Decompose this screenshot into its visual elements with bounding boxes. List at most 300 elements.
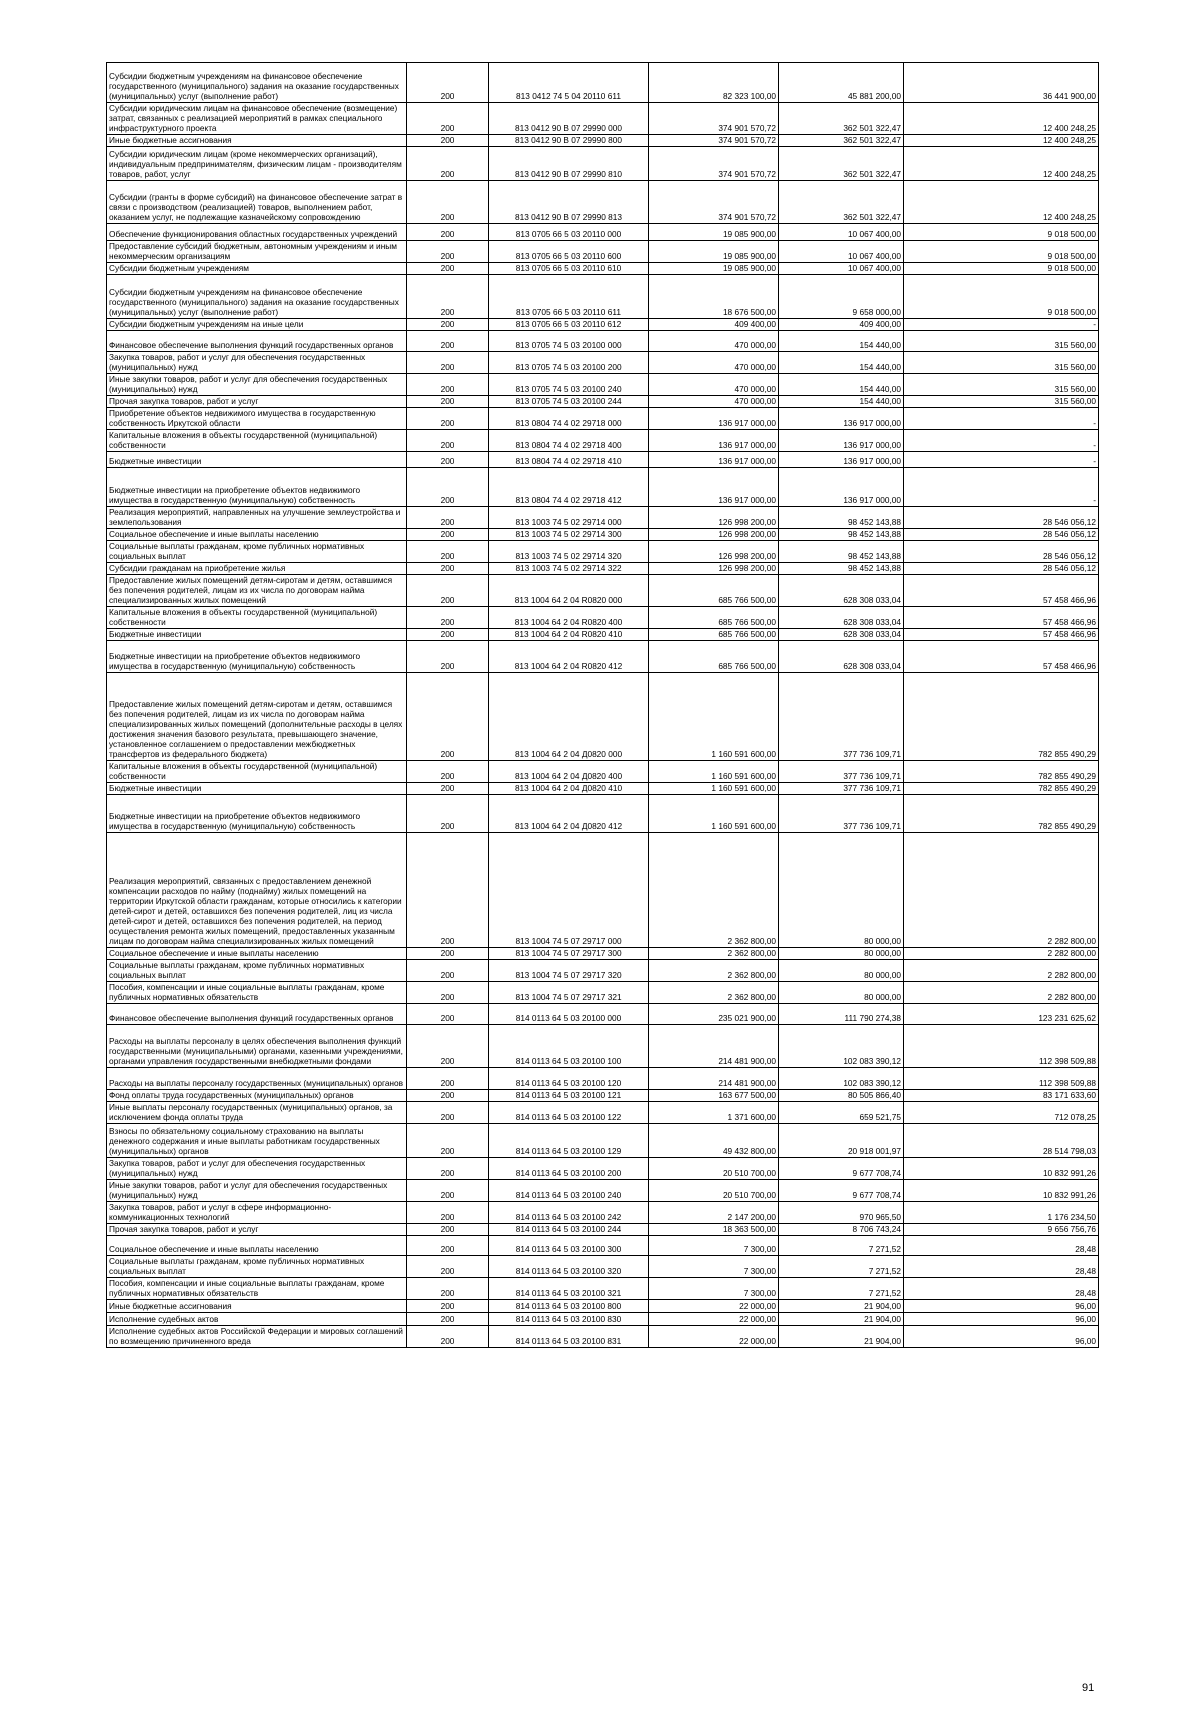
row-budget-code: 813 0705 66 5 03 20110 000	[489, 224, 649, 241]
table-row	[107, 135, 1099, 147]
row-unexecuted-amount: 112 398 509,88	[904, 1025, 1099, 1068]
table-row	[107, 563, 1099, 575]
table-row	[107, 1124, 1099, 1158]
row-executed-amount: 970 965,50	[779, 1202, 904, 1224]
row-line-code: 200	[407, 1202, 489, 1224]
row-line-code: 200	[407, 982, 489, 1004]
row-executed-amount: 377 736 109,71	[779, 795, 904, 833]
row-budget-code: 813 1004 64 2 04 Д0820 412	[489, 795, 649, 833]
row-line-code: 200	[407, 1180, 489, 1202]
table-row	[107, 396, 1099, 408]
table-row	[107, 761, 1099, 783]
row-executed-amount: 628 308 033,04	[779, 607, 904, 629]
row-budget-code: 813 1003 74 5 02 29714 000	[489, 507, 649, 529]
row-approved-amount: 163 677 500,00	[649, 1090, 779, 1102]
row-approved-amount: 470 000,00	[649, 396, 779, 408]
table-row	[107, 1256, 1099, 1278]
row-executed-amount: 20 918 001,97	[779, 1124, 904, 1158]
table-row	[107, 63, 1099, 103]
row-unexecuted-amount: 782 855 490,29	[904, 783, 1099, 795]
row-budget-code: 813 0804 74 4 02 29718 400	[489, 430, 649, 452]
table-row	[107, 181, 1099, 224]
row-line-code: 200	[407, 147, 489, 181]
row-executed-amount: 136 917 000,00	[779, 452, 904, 468]
row-line-code: 200	[407, 396, 489, 408]
row-approved-amount: 685 766 500,00	[649, 629, 779, 641]
row-line-code: 200	[407, 761, 489, 783]
table-row	[107, 1300, 1099, 1313]
table-row	[107, 1025, 1099, 1068]
row-name: Субсидии гражданам на приобретение жилья	[107, 563, 407, 575]
row-executed-amount: 80 000,00	[779, 960, 904, 982]
row-name: Социальное обеспечение и иные выплаты населению	[107, 529, 407, 541]
row-budget-code: 813 0412 90 В 07 29990 000	[489, 103, 649, 135]
row-approved-amount: 409 400,00	[649, 319, 779, 331]
row-line-code: 200	[407, 507, 489, 529]
row-executed-amount: 80 000,00	[779, 833, 904, 948]
row-line-code: 200	[407, 563, 489, 575]
row-unexecuted-amount: 2 282 800,00	[904, 833, 1099, 948]
row-unexecuted-amount: 2 282 800,00	[904, 982, 1099, 1004]
row-executed-amount: 154 440,00	[779, 352, 904, 374]
row-name: Субсидии юридическим лицам на финансовое обеспечение (возмещение) затрат, связанных с реализацией мероприятий в рамках специального инфраструктурного проекта	[107, 103, 407, 135]
row-unexecuted-amount: 10 832 991,26	[904, 1180, 1099, 1202]
row-budget-code: 814 0113 64 5 03 20100 000	[489, 1004, 649, 1025]
table-row	[107, 575, 1099, 607]
table-row	[107, 1180, 1099, 1202]
row-approved-amount: 470 000,00	[649, 374, 779, 396]
row-executed-amount: 102 083 390,12	[779, 1068, 904, 1090]
row-name: Бюджетные инвестиции	[107, 452, 407, 468]
row-executed-amount: 21 904,00	[779, 1300, 904, 1313]
row-budget-code: 813 1004 64 2 04 R0820 410	[489, 629, 649, 641]
row-unexecuted-amount: 9 018 500,00	[904, 241, 1099, 263]
row-unexecuted-amount: 28 514 798,03	[904, 1124, 1099, 1158]
row-executed-amount: 9 677 708,74	[779, 1158, 904, 1180]
row-approved-amount: 22 000,00	[649, 1326, 779, 1348]
table-row	[107, 1158, 1099, 1180]
row-approved-amount: 374 901 570,72	[649, 135, 779, 147]
table-row	[107, 629, 1099, 641]
row-executed-amount: 362 501 322,47	[779, 135, 904, 147]
row-line-code: 200	[407, 331, 489, 352]
row-line-code: 200	[407, 430, 489, 452]
row-name: Капитальные вложения в объекты государственной (муниципальной) собственности	[107, 761, 407, 783]
row-unexecuted-amount: 96,00	[904, 1326, 1099, 1348]
row-unexecuted-amount: 12 400 248,25	[904, 147, 1099, 181]
row-unexecuted-amount: 123 231 625,62	[904, 1004, 1099, 1025]
row-budget-code: 813 1003 74 5 02 29714 300	[489, 529, 649, 541]
row-name: Фонд оплаты труда государственных (муниципальных) органов	[107, 1090, 407, 1102]
row-line-code: 200	[407, 1256, 489, 1278]
table-row	[107, 1278, 1099, 1300]
table-row	[107, 507, 1099, 529]
row-approved-amount: 1 160 591 600,00	[649, 761, 779, 783]
row-executed-amount: 45 881 200,00	[779, 63, 904, 103]
row-budget-code: 814 0113 64 5 03 20100 320	[489, 1256, 649, 1278]
row-budget-code: 813 0705 66 5 03 20110 610	[489, 263, 649, 275]
row-executed-amount: 377 736 109,71	[779, 783, 904, 795]
row-line-code: 200	[407, 673, 489, 761]
row-approved-amount: 22 000,00	[649, 1313, 779, 1326]
row-approved-amount: 18 363 500,00	[649, 1224, 779, 1236]
row-budget-code: 813 1004 74 5 07 29717 321	[489, 982, 649, 1004]
row-executed-amount: 111 790 274,38	[779, 1004, 904, 1025]
row-unexecuted-amount: 28 546 056,12	[904, 507, 1099, 529]
row-name: Иные закупки товаров, работ и услуг для обеспечения государственных (муниципальных) нужд	[107, 1180, 407, 1202]
row-name: Капитальные вложения в объекты государственной (муниципальной) собственности	[107, 430, 407, 452]
page-number: 91	[1082, 1682, 1095, 1694]
row-approved-amount: 470 000,00	[649, 331, 779, 352]
row-line-code: 200	[407, 374, 489, 396]
table-row	[107, 783, 1099, 795]
row-unexecuted-amount: 96,00	[904, 1313, 1099, 1326]
table-row	[107, 224, 1099, 241]
row-name: Бюджетные инвестиции на приобретение объектов недвижимого имущества в государственную (муниципальную) собственность	[107, 795, 407, 833]
row-line-code: 200	[407, 224, 489, 241]
row-line-code: 200	[407, 263, 489, 275]
row-unexecuted-amount: 12 400 248,25	[904, 181, 1099, 224]
row-budget-code: 813 1004 64 2 04 R0820 412	[489, 641, 649, 673]
row-unexecuted-amount: 315 560,00	[904, 352, 1099, 374]
row-name: Бюджетные инвестиции	[107, 783, 407, 795]
row-approved-amount: 19 085 900,00	[649, 263, 779, 275]
row-name: Бюджетные инвестиции	[107, 629, 407, 641]
row-budget-code: 813 0705 74 5 03 20100 200	[489, 352, 649, 374]
row-unexecuted-amount: 2 282 800,00	[904, 948, 1099, 960]
table-row	[107, 1090, 1099, 1102]
table-row	[107, 147, 1099, 181]
row-budget-code: 814 0113 64 5 03 20100 242	[489, 1202, 649, 1224]
row-name: Предоставление жилых помещений детям-сиротам и детям, оставшимся без попечения родителей, лицам из их числа по договорам найма специализированных жилых помещений (дополнительные расходы в целях достижения значения базового результата, превышающего значение, установленное соглашением о предоставлении межбюджетных трансфертов из федерального бюджета)	[107, 673, 407, 761]
row-approved-amount: 20 510 700,00	[649, 1158, 779, 1180]
table-row	[107, 1224, 1099, 1236]
table-body	[107, 63, 1099, 1348]
row-name: Бюджетные инвестиции на приобретение объектов недвижимого имущества в государственную (муниципальную) собственность	[107, 641, 407, 673]
row-name: Иные бюджетные ассигнования	[107, 1300, 407, 1313]
row-approved-amount: 2 362 800,00	[649, 833, 779, 948]
row-unexecuted-amount: -	[904, 408, 1099, 430]
row-budget-code: 814 0113 64 5 03 20100 200	[489, 1158, 649, 1180]
row-budget-code: 813 0705 74 5 03 20100 000	[489, 331, 649, 352]
row-unexecuted-amount: 315 560,00	[904, 331, 1099, 352]
row-budget-code: 813 0705 66 5 03 20110 600	[489, 241, 649, 263]
row-unexecuted-amount: -	[904, 452, 1099, 468]
row-executed-amount: 98 452 143,88	[779, 507, 904, 529]
row-name: Закупка товаров, работ и услуг для обеспечения государственных (муниципальных) нужд	[107, 352, 407, 374]
row-approved-amount: 136 917 000,00	[649, 408, 779, 430]
row-approved-amount: 235 021 900,00	[649, 1004, 779, 1025]
row-unexecuted-amount: 782 855 490,29	[904, 761, 1099, 783]
row-approved-amount: 2 362 800,00	[649, 948, 779, 960]
row-budget-code: 814 0113 64 5 03 20100 121	[489, 1090, 649, 1102]
row-name: Приобретение объектов недвижимого имущества в государственную собственность Иркутской области	[107, 408, 407, 430]
row-name: Субсидии бюджетным учреждениям на финансовое обеспечение государственного (муниципального) задания на оказание государственных (муниципальных) услуг (выполнение работ)	[107, 63, 407, 103]
row-budget-code: 813 1004 74 5 07 29717 320	[489, 960, 649, 982]
row-name: Субсидии бюджетным учреждениям на финансовое обеспечение государственного (муниципального) задания на оказание государственных (муниципальных) услуг (выполнение работ)	[107, 275, 407, 319]
row-unexecuted-amount: 9 018 500,00	[904, 263, 1099, 275]
table-row	[107, 1202, 1099, 1224]
row-budget-code: 813 0804 74 4 02 29718 412	[489, 468, 649, 507]
row-approved-amount: 7 300,00	[649, 1256, 779, 1278]
row-executed-amount: 80 505 866,40	[779, 1090, 904, 1102]
row-line-code: 200	[407, 529, 489, 541]
row-approved-amount: 22 000,00	[649, 1300, 779, 1313]
row-approved-amount: 136 917 000,00	[649, 468, 779, 507]
row-unexecuted-amount: 12 400 248,25	[904, 135, 1099, 147]
row-executed-amount: 8 706 743,24	[779, 1224, 904, 1236]
row-name: Субсидии (гранты в форме субсидий) на финансовое обеспечение затрат в связи с производством (реализацией) товаров, выполнением работ, оказанием услуг, не подлежащие казначейскому сопровождению	[107, 181, 407, 224]
row-budget-code: 813 0705 74 5 03 20100 240	[489, 374, 649, 396]
row-executed-amount: 136 917 000,00	[779, 468, 904, 507]
row-unexecuted-amount: 83 171 633,60	[904, 1090, 1099, 1102]
row-approved-amount: 126 998 200,00	[649, 529, 779, 541]
row-name: Реализация мероприятий, связанных с предоставлением денежной компенсации расходов по найму (поднайму) жилых помещений на территории Иркутской области гражданам, которые относились к категории детей-сирот и детей, оставшихся без попечения родителей, лиц из числа детей-сирот и детей, оставшихся без попечения родителей, на период осуществления ремонта жилых помещений, предоставленных указанным лицам по договорам найма специализированных жилых помещений	[107, 833, 407, 948]
row-name: Закупка товаров, работ и услуг для обеспечения государственных (муниципальных) нужд	[107, 1158, 407, 1180]
table-row	[107, 374, 1099, 396]
table-row	[107, 673, 1099, 761]
row-budget-code: 813 1003 74 5 02 29714 320	[489, 541, 649, 563]
row-executed-amount: 7 271,52	[779, 1256, 904, 1278]
row-executed-amount: 102 083 390,12	[779, 1025, 904, 1068]
row-executed-amount: 136 917 000,00	[779, 430, 904, 452]
table-row	[107, 541, 1099, 563]
row-unexecuted-amount: 28 546 056,12	[904, 541, 1099, 563]
row-executed-amount: 154 440,00	[779, 374, 904, 396]
row-approved-amount: 685 766 500,00	[649, 641, 779, 673]
row-executed-amount: 659 521,75	[779, 1102, 904, 1124]
row-executed-amount: 154 440,00	[779, 331, 904, 352]
row-budget-code: 813 1004 64 2 04 R0820 400	[489, 607, 649, 629]
row-line-code: 200	[407, 1090, 489, 1102]
row-approved-amount: 126 998 200,00	[649, 563, 779, 575]
table-row	[107, 795, 1099, 833]
row-approved-amount: 20 510 700,00	[649, 1180, 779, 1202]
row-executed-amount: 9 677 708,74	[779, 1180, 904, 1202]
row-name: Иные выплаты персоналу государственных (муниципальных) органов, за исключением фонда оплаты труда	[107, 1102, 407, 1124]
table-row	[107, 103, 1099, 135]
row-unexecuted-amount: 36 441 900,00	[904, 63, 1099, 103]
row-unexecuted-amount: 1 176 234,50	[904, 1202, 1099, 1224]
table-row	[107, 319, 1099, 331]
row-line-code: 200	[407, 1224, 489, 1236]
row-unexecuted-amount: 712 078,25	[904, 1102, 1099, 1124]
row-budget-code: 814 0113 64 5 03 20100 122	[489, 1102, 649, 1124]
row-line-code: 200	[407, 275, 489, 319]
row-name: Расходы на выплаты персоналу государственных (муниципальных) органов	[107, 1068, 407, 1090]
table-row	[107, 352, 1099, 374]
row-approved-amount: 214 481 900,00	[649, 1025, 779, 1068]
row-line-code: 200	[407, 352, 489, 374]
row-budget-code: 814 0113 64 5 03 20100 321	[489, 1278, 649, 1300]
row-approved-amount: 19 085 900,00	[649, 241, 779, 263]
row-name: Социальное обеспечение и иные выплаты населению	[107, 1236, 407, 1256]
row-budget-code: 813 0705 66 5 03 20110 612	[489, 319, 649, 331]
row-unexecuted-amount: 10 832 991,26	[904, 1158, 1099, 1180]
row-name: Социальные выплаты гражданам, кроме публичных нормативных социальных выплат	[107, 541, 407, 563]
row-line-code: 200	[407, 948, 489, 960]
row-budget-code: 814 0113 64 5 03 20100 129	[489, 1124, 649, 1158]
row-executed-amount: 21 904,00	[779, 1313, 904, 1326]
row-unexecuted-amount: -	[904, 430, 1099, 452]
row-name: Субсидии бюджетным учреждениям на иные цели	[107, 319, 407, 331]
row-budget-code: 813 0412 74 5 04 20110 611	[489, 63, 649, 103]
row-line-code: 200	[407, 1158, 489, 1180]
row-line-code: 200	[407, 1278, 489, 1300]
row-name: Взносы по обязательному социальному страхованию на выплаты денежного содержания и иные выплаты работникам государственных (муниципальных) органов	[107, 1124, 407, 1158]
row-name: Социальные выплаты гражданам, кроме публичных нормативных социальных выплат	[107, 1256, 407, 1278]
row-executed-amount: 98 452 143,88	[779, 563, 904, 575]
row-name: Субсидии бюджетным учреждениям	[107, 263, 407, 275]
row-unexecuted-amount: -	[904, 468, 1099, 507]
row-unexecuted-amount: 57 458 466,96	[904, 575, 1099, 607]
row-approved-amount: 126 998 200,00	[649, 507, 779, 529]
row-budget-code: 814 0113 64 5 03 20100 831	[489, 1326, 649, 1348]
row-approved-amount: 126 998 200,00	[649, 541, 779, 563]
row-approved-amount: 1 160 591 600,00	[649, 783, 779, 795]
table-row	[107, 641, 1099, 673]
table-row	[107, 948, 1099, 960]
row-approved-amount: 374 901 570,72	[649, 181, 779, 224]
row-approved-amount: 374 901 570,72	[649, 147, 779, 181]
row-unexecuted-amount: 112 398 509,88	[904, 1068, 1099, 1090]
row-line-code: 200	[407, 1124, 489, 1158]
table-row	[107, 833, 1099, 948]
row-name: Бюджетные инвестиции на приобретение объектов недвижимого имущества в государственную (муниципальную) собственность	[107, 468, 407, 507]
row-executed-amount: 98 452 143,88	[779, 541, 904, 563]
row-unexecuted-amount: 782 855 490,29	[904, 795, 1099, 833]
row-approved-amount: 19 085 900,00	[649, 224, 779, 241]
row-line-code: 200	[407, 833, 489, 948]
row-approved-amount: 7 300,00	[649, 1278, 779, 1300]
row-executed-amount: 377 736 109,71	[779, 761, 904, 783]
row-line-code: 200	[407, 1004, 489, 1025]
row-approved-amount: 1 160 591 600,00	[649, 795, 779, 833]
row-executed-amount: 7 271,52	[779, 1236, 904, 1256]
row-executed-amount: 409 400,00	[779, 319, 904, 331]
row-name: Субсидии юридическим лицам (кроме некоммерческих организаций), индивидуальным предпринимателям, физическим лицам - производителям товаров, работ, услуг	[107, 147, 407, 181]
row-executed-amount: 10 067 400,00	[779, 263, 904, 275]
row-line-code: 200	[407, 1025, 489, 1068]
row-budget-code: 814 0113 64 5 03 20100 240	[489, 1180, 649, 1202]
row-name: Капитальные вложения в объекты государственной (муниципальной) собственности	[107, 607, 407, 629]
row-name: Иные бюджетные ассигнования	[107, 135, 407, 147]
row-approved-amount: 2 362 800,00	[649, 982, 779, 1004]
row-executed-amount: 628 308 033,04	[779, 629, 904, 641]
row-line-code: 200	[407, 795, 489, 833]
row-approved-amount: 136 917 000,00	[649, 452, 779, 468]
table-row	[107, 982, 1099, 1004]
table-row	[107, 1236, 1099, 1256]
row-approved-amount: 49 432 800,00	[649, 1124, 779, 1158]
row-name: Закупка товаров, работ и услуг в сфере информационно-коммуникационных технологий	[107, 1202, 407, 1224]
table-row	[107, 1102, 1099, 1124]
row-name: Иные закупки товаров, работ и услуг для обеспечения государственных (муниципальных) нужд	[107, 374, 407, 396]
row-name: Социальное обеспечение и иные выплаты населению	[107, 948, 407, 960]
row-budget-code: 814 0113 64 5 03 20100 120	[489, 1068, 649, 1090]
row-unexecuted-amount: 57 458 466,96	[904, 629, 1099, 641]
table-row	[107, 468, 1099, 507]
row-approved-amount: 82 323 100,00	[649, 63, 779, 103]
row-name: Обеспечение функционирования областных государственных учреждений	[107, 224, 407, 241]
row-budget-code: 813 1004 64 2 04 Д0820 410	[489, 783, 649, 795]
row-name: Прочая закупка товаров, работ и услуг	[107, 396, 407, 408]
row-budget-code: 814 0113 64 5 03 20100 300	[489, 1236, 649, 1256]
row-executed-amount: 80 000,00	[779, 982, 904, 1004]
row-executed-amount: 9 658 000,00	[779, 275, 904, 319]
table-row	[107, 331, 1099, 352]
row-budget-code: 813 1004 64 2 04 Д0820 000	[489, 673, 649, 761]
row-unexecuted-amount: 315 560,00	[904, 374, 1099, 396]
table-row	[107, 241, 1099, 263]
table-row	[107, 430, 1099, 452]
row-name: Пособия, компенсации и иные социальные выплаты гражданам, кроме публичных нормативных обязательств	[107, 982, 407, 1004]
table-row	[107, 1326, 1099, 1348]
row-unexecuted-amount: 28 546 056,12	[904, 563, 1099, 575]
row-line-code: 200	[407, 575, 489, 607]
table-row	[107, 452, 1099, 468]
row-budget-code: 814 0113 64 5 03 20100 800	[489, 1300, 649, 1313]
row-budget-code: 813 0804 74 4 02 29718 410	[489, 452, 649, 468]
row-line-code: 200	[407, 408, 489, 430]
row-line-code: 200	[407, 1102, 489, 1124]
row-executed-amount: 362 501 322,47	[779, 181, 904, 224]
row-executed-amount: 98 452 143,88	[779, 529, 904, 541]
row-line-code: 200	[407, 63, 489, 103]
row-unexecuted-amount: 28,48	[904, 1278, 1099, 1300]
row-approved-amount: 214 481 900,00	[649, 1068, 779, 1090]
table-row	[107, 1068, 1099, 1090]
row-budget-code: 813 0412 90 В 07 29990 810	[489, 147, 649, 181]
row-name: Социальные выплаты гражданам, кроме публичных нормативных социальных выплат	[107, 960, 407, 982]
row-unexecuted-amount: 2 282 800,00	[904, 960, 1099, 982]
row-unexecuted-amount: 9 656 756,76	[904, 1224, 1099, 1236]
row-unexecuted-amount: 28 546 056,12	[904, 529, 1099, 541]
row-unexecuted-amount: 28,48	[904, 1256, 1099, 1278]
row-budget-code: 813 0412 90 В 07 29990 800	[489, 135, 649, 147]
row-executed-amount: 154 440,00	[779, 396, 904, 408]
table-row	[107, 607, 1099, 629]
row-executed-amount: 21 904,00	[779, 1326, 904, 1348]
row-line-code: 200	[407, 135, 489, 147]
row-line-code: 200	[407, 783, 489, 795]
table-row	[107, 1004, 1099, 1025]
row-approved-amount: 2 147 200,00	[649, 1202, 779, 1224]
row-approved-amount: 470 000,00	[649, 352, 779, 374]
row-budget-code: 813 0705 66 5 03 20110 611	[489, 275, 649, 319]
row-budget-code: 813 0705 74 5 03 20100 244	[489, 396, 649, 408]
row-approved-amount: 1 371 600,00	[649, 1102, 779, 1124]
row-budget-code: 814 0113 64 5 03 20100 244	[489, 1224, 649, 1236]
row-line-code: 200	[407, 181, 489, 224]
row-name: Исполнение судебных актов	[107, 1313, 407, 1326]
row-executed-amount: 362 501 322,47	[779, 103, 904, 135]
row-budget-code: 813 1004 74 5 07 29717 000	[489, 833, 649, 948]
row-line-code: 200	[407, 103, 489, 135]
row-unexecuted-amount: 9 018 500,00	[904, 224, 1099, 241]
row-line-code: 200	[407, 1300, 489, 1313]
row-executed-amount: 377 736 109,71	[779, 673, 904, 761]
row-executed-amount: 362 501 322,47	[779, 147, 904, 181]
row-line-code: 200	[407, 641, 489, 673]
row-executed-amount: 628 308 033,04	[779, 575, 904, 607]
table-row	[107, 960, 1099, 982]
row-unexecuted-amount: 782 855 490,29	[904, 673, 1099, 761]
row-line-code: 200	[407, 452, 489, 468]
row-unexecuted-amount: -	[904, 319, 1099, 331]
row-unexecuted-amount: 315 560,00	[904, 396, 1099, 408]
row-approved-amount: 1 160 591 600,00	[649, 673, 779, 761]
